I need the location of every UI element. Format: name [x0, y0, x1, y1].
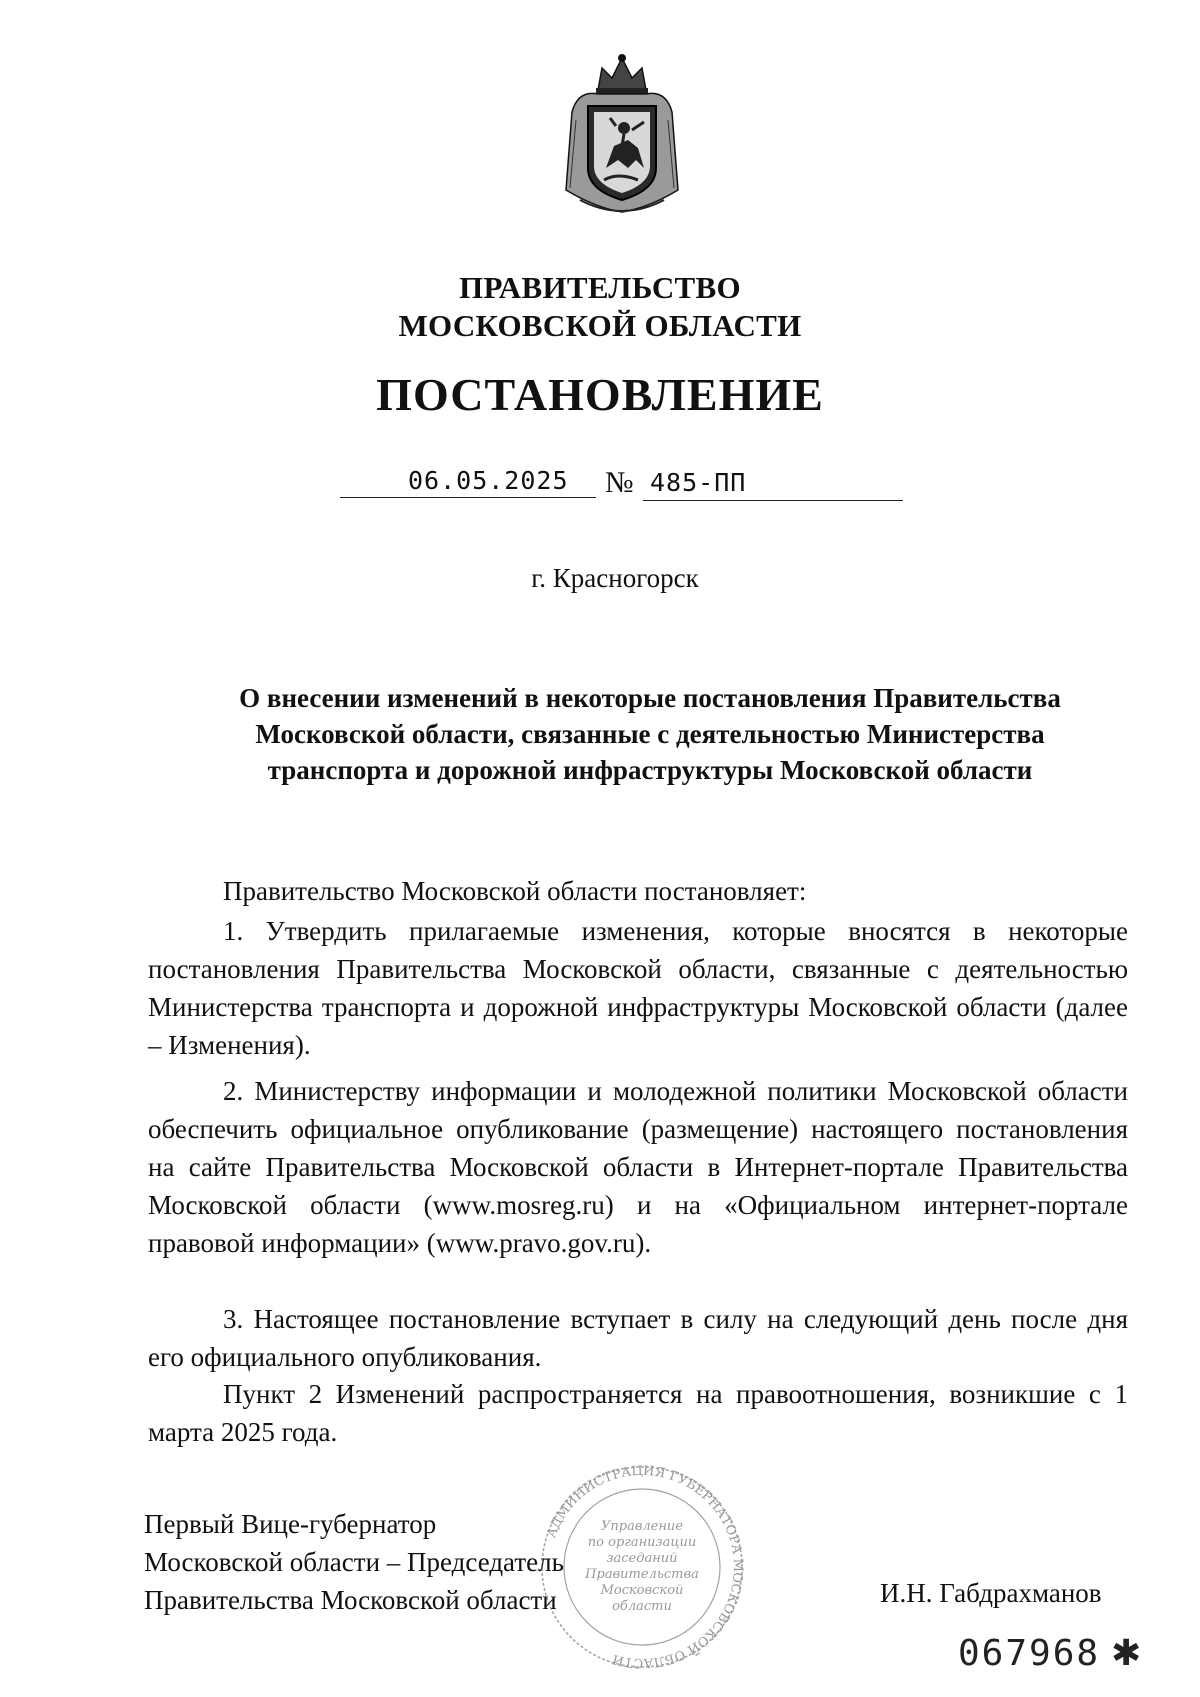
- body-item-1: [148, 912, 1128, 1064]
- subject-line2: Московской области, связанные с деятельностью Министерства: [255, 719, 1045, 749]
- signer-position-line2: Московской области – Председатель: [144, 1547, 564, 1577]
- extra-paragraph: Пункт 2 Изменений распространяется на правоотношения, возникшие с 1 марта 2025 года.: [148, 1379, 1128, 1447]
- organization-title-line1: ПРАВИТЕЛЬСТВО: [459, 270, 741, 305]
- stamp-inner-line: Управление: [600, 1519, 684, 1534]
- body-extra-clause: [148, 1375, 1128, 1451]
- signer-position-line1: Первый Вице-губернатор: [144, 1509, 437, 1539]
- signer-name: И.Н. Габдрахманов: [880, 1578, 1102, 1608]
- stamp-outer-text: АДМИНИСТРАЦИЯ ГУБЕРНАТОРА МОСКОВСКОЙ ОБЛАСТИ: [544, 1463, 746, 1671]
- official-stamp: [522, 1462, 762, 1672]
- serial-number: [958, 1632, 1143, 1674]
- body-intro: [148, 872, 1128, 910]
- body-item-3: [148, 1300, 1128, 1376]
- subject-line3: транспорта и дорожной инфраструктуры Московской области: [267, 755, 1033, 785]
- signer-position: [144, 1505, 564, 1619]
- document-type-title: ПОСТАНОВЛЕНИЕ: [376, 369, 824, 420]
- stamp-inner-line: по организации: [587, 1535, 697, 1550]
- document-subject: [200, 680, 1100, 788]
- document-number: 485-ПП: [650, 468, 747, 497]
- serial-digits: 067968: [958, 1633, 1101, 1674]
- date-underline: [340, 497, 596, 498]
- number-sign: №: [605, 466, 634, 499]
- item2-paragraph: 2. Министерству информации и молодежной политики Московской области обеспечить официальное опубликование (размещение) настоящего постановления на сайте Правительства Московской области в Интернет-портале Правительства Московской области (www.mosreg.ru) и на «Официальном интернет-портале правовой информации» (www.pravo.gov.ru).: [148, 1076, 1128, 1258]
- number-underline: [643, 500, 903, 501]
- intro-paragraph: Правительство Московской области постановляет:: [223, 876, 807, 906]
- item3-paragraph: 3. Настоящее постановление вступает в силу на следующий день после дня его официального опубликования.: [148, 1304, 1128, 1372]
- body-item-2: [148, 1072, 1128, 1262]
- item1-paragraph: 1. Утвердить прилагаемые изменения, которые вносятся в некоторые постановления Правительства Московской области, связанные с деятельностью Министерства транспорта и дорожной инфраструктуры Московской области (далее – Изменения).: [148, 916, 1128, 1060]
- asterisk-icon: ✱: [1111, 1633, 1144, 1674]
- stamp-inner-line: Правительства: [585, 1567, 699, 1582]
- signer-position-line3: Правительства Московской области: [144, 1585, 557, 1615]
- stamp-inner-line: заседаний: [606, 1551, 678, 1566]
- document-date: 06.05.2025: [408, 466, 569, 495]
- document-city: г. Красногорск: [531, 563, 699, 593]
- organization-title-line2: МОСКОВСКОЙ ОБЛАСТИ: [398, 308, 802, 343]
- subject-line1: О внесении изменений в некоторые постановления Правительства: [239, 683, 1061, 713]
- stamp-inner-line: Московской: [600, 1583, 684, 1598]
- stamp-inner-line: области: [612, 1599, 672, 1614]
- coat-of-arms-emblem: [558, 50, 686, 218]
